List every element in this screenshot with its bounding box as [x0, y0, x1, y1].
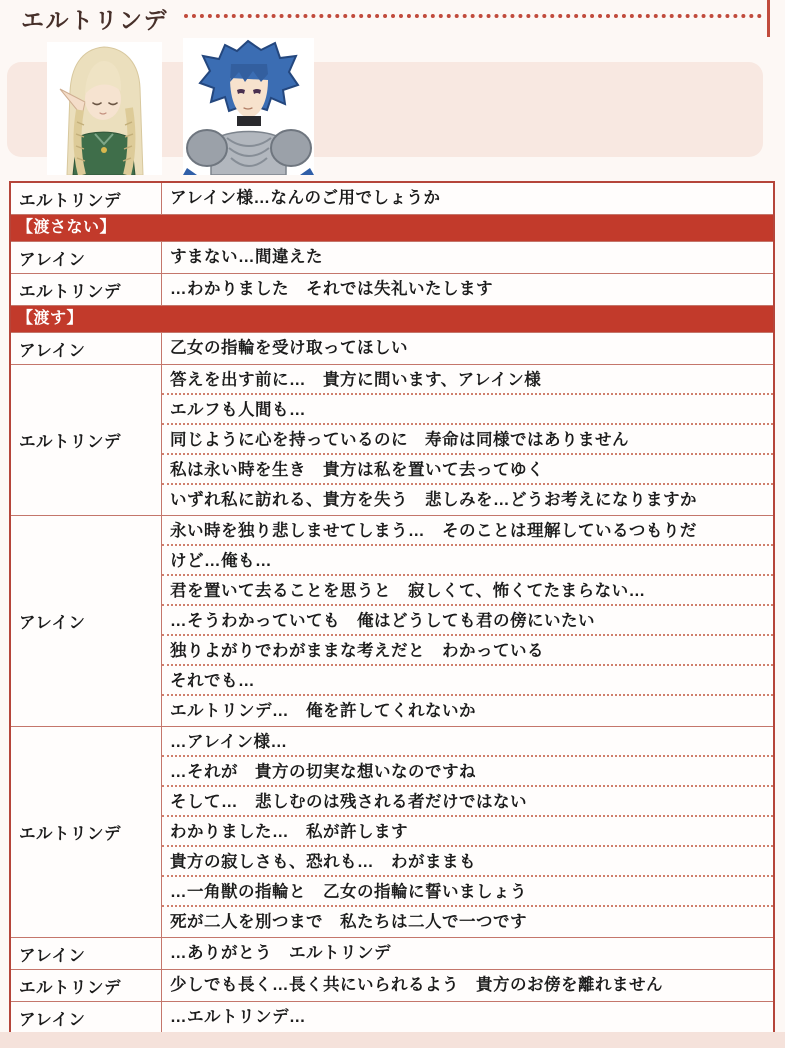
dialogue-line: 永い時を独り悲しませてしまう… そのことは理解しているつもりだ: [162, 516, 773, 546]
speaker-name: アレイン: [11, 938, 162, 969]
dialogue-row: [11, 937, 773, 969]
dialogue-line: それでも…: [162, 666, 773, 696]
dialogue-line: すまない…間違えた: [170, 248, 323, 266]
dialogue-lines: [162, 183, 773, 214]
speaker-name: エルトリンデ: [11, 183, 162, 214]
speaker-name: エルトリンデ: [11, 970, 162, 1001]
dialogue-lines: [162, 938, 773, 969]
dialogue-line: …そうわかっていても 俺はどうしても君の傍にいたい: [162, 606, 773, 636]
dialogue-row: [11, 1001, 773, 1033]
dialogue-row: [11, 273, 773, 305]
dialogue-line: …アレイン様…: [162, 727, 773, 757]
dialogue-line: …一角獣の指輪と 乙女の指輪に誓いましょう: [162, 877, 773, 907]
header-accent-bar: [767, 0, 770, 37]
dialogue-line: 答えを出す前に… 貴方に問います、アレイン様: [162, 365, 773, 395]
dialogue-line: …ありがとう エルトリンデ: [170, 944, 391, 962]
dialogue-line: エルフも人間も…: [162, 395, 773, 425]
dialogue-row: [11, 183, 773, 214]
dialogue-line: アレイン様…なんのご用でしょうか: [170, 189, 441, 207]
dialogue-table: [9, 181, 775, 1035]
dialogue-line: …エルトリンデ…: [170, 1008, 306, 1026]
speaker-name: アレイン: [11, 242, 162, 273]
dotted-leader-line: [184, 14, 762, 18]
dialogue-line: …それが 貴方の切実な想いなのですね: [162, 757, 773, 787]
section-header: 【渡さない】: [11, 214, 773, 241]
dialogue-row: [11, 241, 773, 273]
dialogue-row: [11, 515, 773, 726]
dialogue-line: 君を置いて去ることを思うと 寂しくて、怖くてたまらない…: [162, 576, 773, 606]
dialogue-lines: [162, 970, 773, 1001]
dialogue-line: 私は永い時を生き 貴方は私を置いて去ってゆく: [162, 455, 773, 485]
speaker-name: アレイン: [11, 516, 162, 726]
dialogue-line: いずれ私に訪れる、貴方を失う 悲しみを…どうお考えになりますか: [170, 491, 697, 509]
dialogue-line: わかりました… 私が許します: [162, 817, 773, 847]
speaker-name: エルトリンデ: [11, 365, 162, 515]
speaker-name: アレイン: [11, 333, 162, 364]
dialogue-line: 貴方の寂しさも、恐れも… わがままも: [162, 847, 773, 877]
dialogue-lines: [162, 727, 773, 937]
dialogue-row: [11, 364, 773, 515]
dialogue-lines: [162, 365, 773, 515]
dialogue-line: 同じように心を持っているのに 寿命は同様ではありません: [162, 425, 773, 455]
speaker-name: アレイン: [11, 1002, 162, 1033]
dialogue-lines: [162, 1002, 773, 1033]
knight-character-icon: [183, 38, 314, 175]
page-title: エルトリンデ: [21, 7, 168, 33]
dialogue-row: [11, 969, 773, 1001]
dialogue-line: 死が二人を別つまで 私たちは二人で一つです: [170, 913, 527, 931]
dialogue-line: 独りよがりでわがままな考えだと わかっている: [162, 636, 773, 666]
dialogue-line: そして… 悲しむのは残される者だけではない: [162, 787, 773, 817]
dialogue-lines: [162, 274, 773, 305]
dialogue-line: けど…俺も…: [162, 546, 773, 576]
dialogue-row: [11, 332, 773, 364]
eltolinde-portrait: [47, 42, 162, 175]
speaker-name: エルトリンデ: [11, 274, 162, 305]
bottom-background-strip: [0, 1032, 785, 1048]
dialogue-line: …わかりました それでは失礼いたします: [170, 280, 493, 298]
dialogue-lines: [162, 242, 773, 273]
dialogue-line: エルトリンデ… 俺を許してくれないか: [170, 702, 476, 720]
speaker-name: エルトリンデ: [11, 727, 162, 937]
dialogue-lines: [162, 516, 773, 726]
elf-character-icon: [47, 42, 162, 175]
dialogue-lines: [162, 333, 773, 364]
dialogue-line: 少しでも長く…長く共にいられるよう 貴方のお傍を離れません: [170, 976, 663, 994]
alain-portrait: [183, 38, 314, 175]
section-header: 【渡す】: [11, 305, 773, 332]
dialogue-line: 乙女の指輪を受け取ってほしい: [170, 339, 408, 357]
dialogue-row: [11, 726, 773, 937]
